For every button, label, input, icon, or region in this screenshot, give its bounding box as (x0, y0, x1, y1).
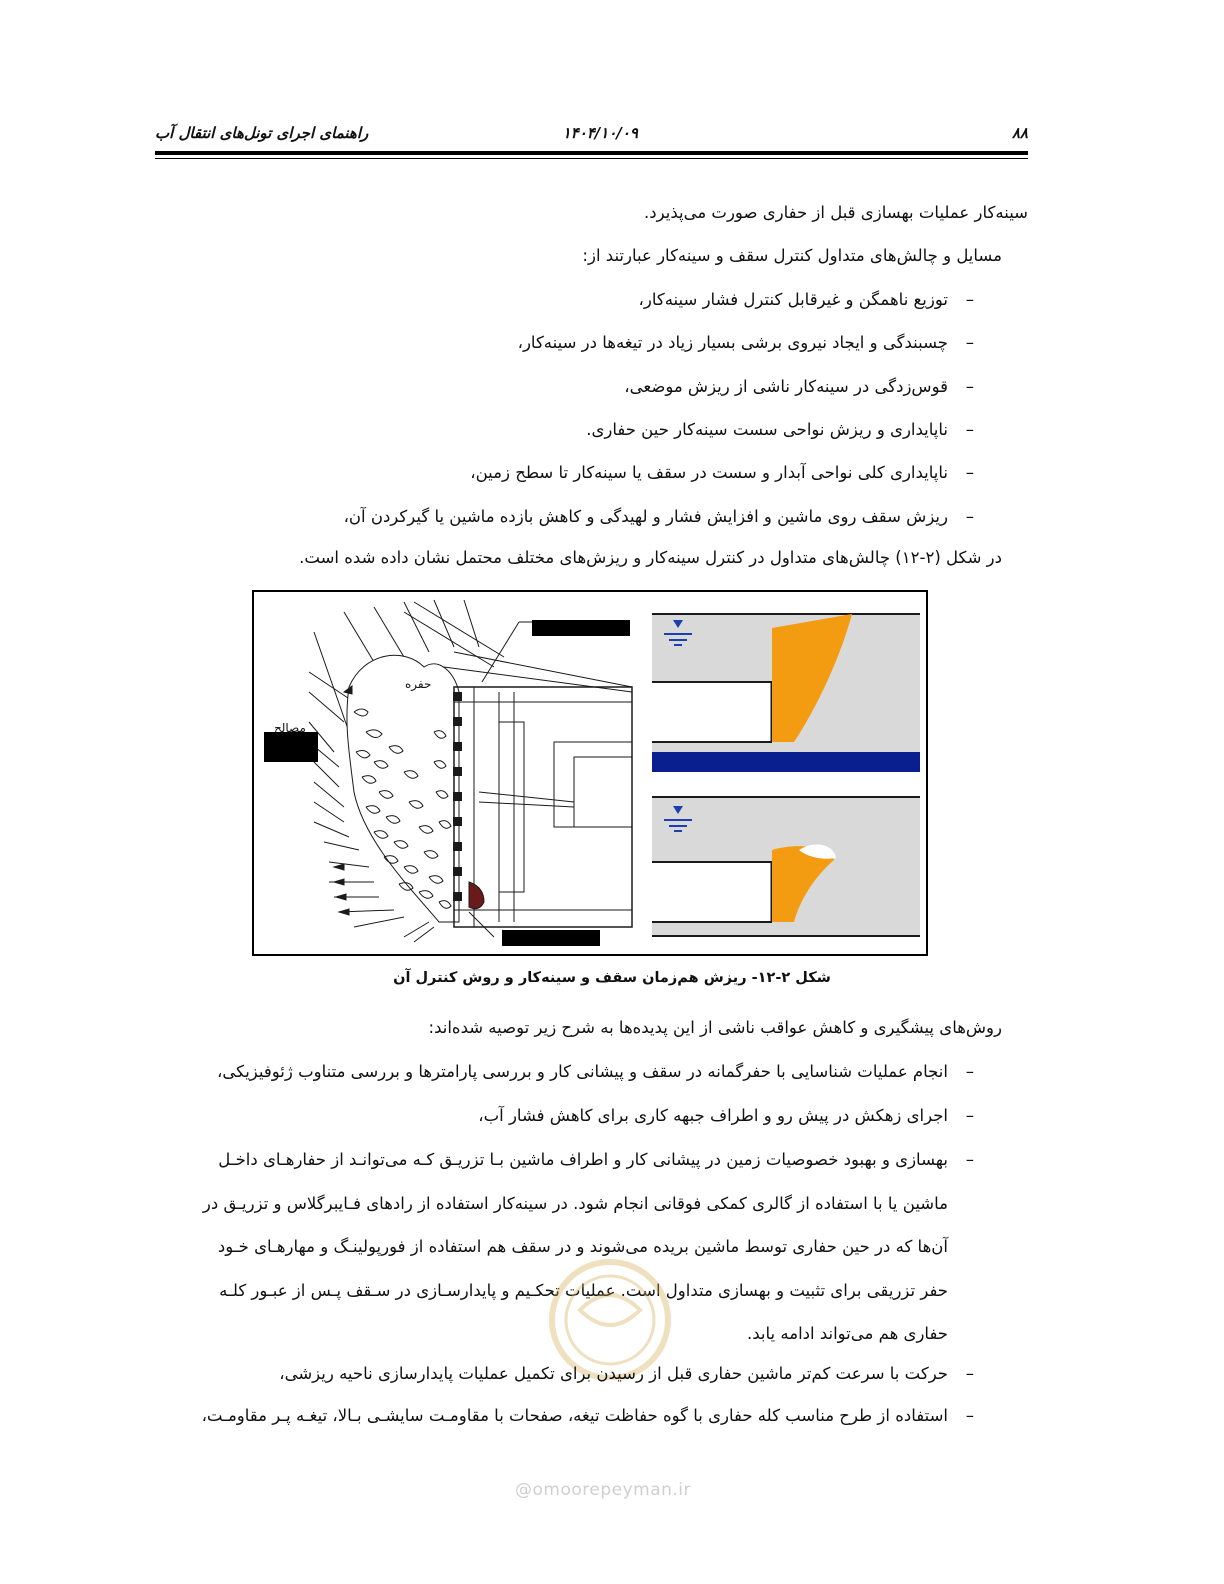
intro-line-1: سینه‌کار عملیات بهسازی قبل از حفاری صورت می‌پذیرد. (644, 203, 1028, 222)
page-number: ۸۸ (1011, 124, 1028, 142)
roof-collapse-panel (652, 614, 920, 752)
list-item-text: اجرای زهکش در پیش رو و اطراف جبهه کاری برای کاهش فشار آب، (478, 1106, 948, 1125)
bullet-dash: – (965, 463, 974, 482)
header-rule-thin (155, 158, 1028, 159)
list-item-text: ناپایداری کلی نواحی آبدار و سست در سقف یا سینه‌کار تا سطح زمین، (470, 463, 948, 482)
paragraph-line: حفر تزریقی برای تثبیت و بهسازی متداول است. عملیات تحکـیم و پایدارسـازی در سـقف پـس از عبـور کلـه (219, 1281, 948, 1300)
bullet-dash: – (965, 1406, 974, 1425)
redaction-box (264, 732, 318, 762)
figure-reference: در شکل (۲-۱۲) چالش‌های متداول در کنترل سینه‌کار و ریزش‌های مختلف محتمل نشان داده شده است. (299, 548, 1002, 567)
bullet-dash: – (965, 420, 974, 439)
bullet-dash: – (965, 290, 974, 309)
list-item (274, 420, 974, 446)
list-item-text: توزیع ناهمگن و غیرقابل کنترل فشار سینه‌کار، (638, 290, 948, 309)
list-item (174, 1364, 974, 1390)
bullet-dash: – (965, 1062, 974, 1081)
list-item-text: استفاده از طرح مناسب کله حفاری با گوه حفاظت تیغه، صفحات با مقاومـت سایشـی بـالا، تیغـه پـر مقاومـت، (201, 1406, 948, 1425)
list-item-text: ناپایداری و ریزش نواحی سست سینه‌کار حین حفاری. (586, 420, 948, 439)
face-collapse-panel (652, 797, 920, 937)
list-item (274, 463, 974, 489)
list-item (174, 1106, 974, 1132)
paragraph-line: آن‌ها که در حین حفاری توسط ماشین بریده می‌شوند و در سقف هم استفاده از فورپولینـگ و مهارهـای خـود (217, 1237, 948, 1256)
list-item (174, 1406, 974, 1432)
figure-caption: شکل ۲-۱۲- ریزش هم‌زمان سقف و سینه‌کار و روش کنترل آن (393, 970, 831, 986)
paragraph-line: بهسازی و بهبود خصوصیات زمین در پیشانی کار و اطراف ماشین بـا تزریـق کـه می‌توانـد از حفارهـای داخـل (218, 1150, 948, 1169)
list-item-text: چسبندگی و ایجاد نیروی برشی بسیار زیاد در تیغه‌ها در سینه‌کار، (517, 333, 948, 352)
label-material: مصالح (274, 721, 306, 735)
methods-intro: روش‌های پیشگیری و کاهش عواقب ناشی از این پدیده‌ها به شرح زیر توصیه شده‌اند: (428, 1018, 1002, 1037)
intro-line-2: مسایل و چالش‌های متداول کنترل سقف و سینه‌کار عبارتند از: (582, 246, 1002, 265)
bullet-dash: – (965, 1364, 974, 1383)
header-rule-thick (155, 151, 1028, 155)
figure-drawing (254, 592, 926, 954)
list-item (274, 377, 974, 403)
list-item (174, 1062, 974, 1088)
header-title: راهنمای اجرای تونل‌های انتقال آب (155, 124, 369, 142)
list-item-text: قوس‌زدگی در سینه‌کار ناشی از ریزش موضعی، (624, 377, 948, 396)
paragraph-line: حفاری هم می‌تواند ادامه یابد. (747, 1324, 948, 1343)
list-item (274, 290, 974, 316)
bullet-dash: – (965, 1150, 974, 1169)
bullet-dash: – (965, 377, 974, 396)
list-item (274, 333, 974, 359)
seal-watermark (505, 1250, 715, 1380)
divider-band (652, 752, 920, 772)
paragraph-line: ماشین یا با استفاده از گالری کمکی فوقانی انجام شود. در سینه‌کار استفاده از رادهای فـایبرگلاس و تزریـق در (202, 1194, 948, 1213)
redaction-box (532, 620, 630, 636)
page-header (155, 118, 1028, 158)
list-item-text: ریزش سقف روی ماشین و افزایش فشار و لهیدگی و کاهش بازده ماشین یا گیرکردن آن، (343, 507, 948, 526)
redaction-box (502, 930, 600, 946)
watermark-url (515, 1480, 691, 1500)
bullet-dash: – (965, 507, 974, 526)
watermark-icon: @ (515, 1480, 533, 1500)
tbm-collapse-sketch (309, 600, 632, 942)
list-item-text: حرکت با سرعت کم‌تر ماشین حفاری قبل از رسیدن برای تکمیل عملیات پایدارسازی ناحیه ریزشی، (279, 1364, 948, 1383)
list-item (274, 507, 974, 533)
bullet-dash: – (965, 1106, 974, 1125)
header-date: ۱۴۰۴/۱۰/۰۹ (562, 124, 638, 142)
figure-12 (252, 590, 928, 956)
bullet-dash: – (965, 333, 974, 352)
list-item-text: انجام عملیات شناسایی با حفرگمانه در سقف و پیشانی کار و بررسی پارامترها و بررسی متناوب ژئوفیزیکی، (217, 1062, 948, 1081)
watermark-text: omoorepeyman.ir (532, 1480, 692, 1500)
label-cavity: حفره (405, 677, 432, 691)
